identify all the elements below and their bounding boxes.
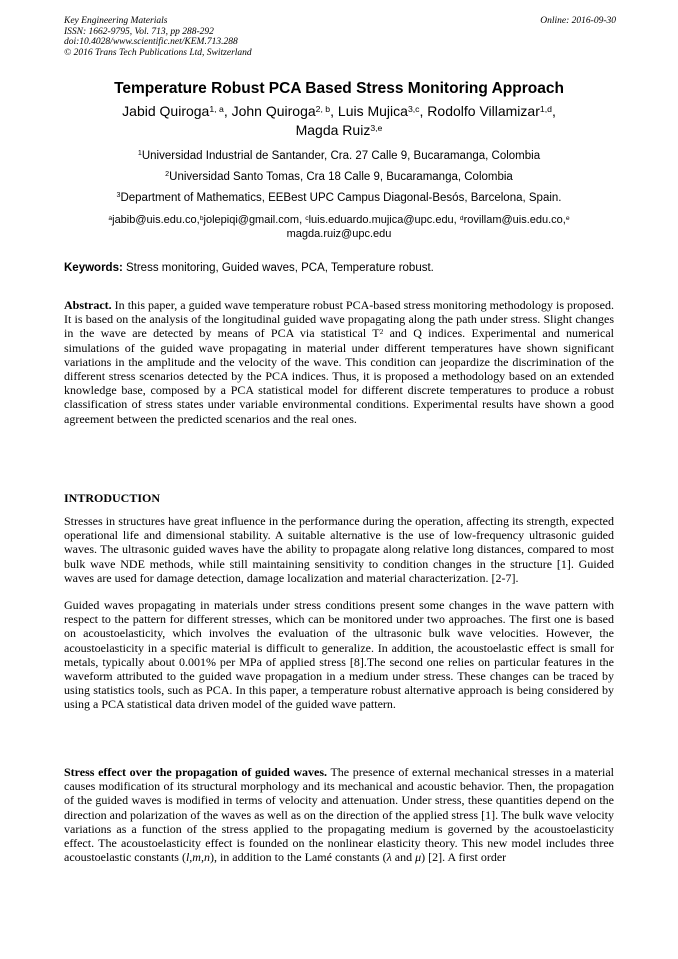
introduction-paragraph xyxy=(64,514,614,585)
paragraph-text: ) [2]. A first order xyxy=(421,850,507,865)
email-sup: d xyxy=(459,214,464,222)
keywords xyxy=(64,262,614,274)
affiliation-sup: 1 xyxy=(137,148,142,157)
affiliation xyxy=(40,171,638,183)
abstract xyxy=(64,298,614,426)
abstract-text: In this paper, a guided wave temperature robust PCA-based stress monitoring methodology is proposed. It is based on the analysis of the longitudinal guided wave propagating along the path under stress. Slight changes in the wave are detected by means of PCA via statistical T xyxy=(64,298,614,341)
paragraph-text: Guided waves propagating in materials under stress conditions present some changes in the wave pattern with respect to the pattern for different stresses, which can be monitored under two approaches. The first one is based on acoustoelasticity, which involves the evaluation of the ultrasonic bulk wave velocities. However, the acoustoelasticity in a specific material is difficult to generalize. In addition, the acoustoelastic effect is small for metals, typically about 0.001% per MPa of applied stress [8].The second one relies on particular features in the waveform attributed to the guided wave propagation in a medium under stress. These changes can be traced by using statistics tools, such as PCA. In this paper, a temperature robust alternative approach is being considered by using a PCA statistical data driven model of the guided wave pattern. xyxy=(64,598,614,712)
author-sep: , xyxy=(551,103,556,119)
lambda-symbol: λ xyxy=(386,850,392,865)
author-list xyxy=(60,102,618,140)
constants-symbols: l,m,n xyxy=(185,850,210,865)
email-sup: b xyxy=(199,214,204,222)
email-address: luis.eduardo.mujica@upc.edu, xyxy=(308,214,460,226)
abstract-sup: 2 xyxy=(379,326,384,336)
online-date: Online: 2016-09-30 xyxy=(540,16,616,26)
email-address: jolepiqi@gmail.com, xyxy=(203,214,306,226)
subsection-heading: Stress effect over the propagation of guided waves. xyxy=(64,765,328,779)
affiliation-text: Universidad Santo Tomas, Cra 18 Calle 9, Bucaramanga, Colombia xyxy=(169,171,513,183)
author-name: Magda Ruiz xyxy=(295,122,371,138)
author-name: Rodolfo Villamizar xyxy=(427,103,540,119)
author-sup: 2, b xyxy=(315,104,331,115)
author-sup: 3,c xyxy=(407,104,420,115)
section-heading: INTRODUCTION xyxy=(64,491,161,505)
journal-copyright: © 2016 Trans Tech Publications Ltd, Switzerland xyxy=(64,47,252,58)
email-sup: e xyxy=(565,214,570,222)
affiliation xyxy=(40,192,638,204)
paragraph-text: The presence of external mechanical stresses in a material causes modification of its structural morphology and its mechanical and acoustic behavior. Then, the propagation of the guided waves is modified in terms of velocity and attenuation. Under stress, these quantities depend on the direction and polarization of the waves as well as on the direction of the applied stress [1]. The bulk wave velocity variations as a function of the stress applied to the propagating medium is governed by the acoustoelasticity effect. The acoustoelasticity effect is founded on the nonlinear elasticity theory. This new model includes three acoustoelastic constants ( xyxy=(64,765,614,865)
paper-title: Temperature Robust PCA Based Stress Monitoring Approach xyxy=(114,80,564,97)
abstract-label: Abstract. xyxy=(64,298,112,312)
journal-header xyxy=(64,16,252,58)
abstract-text: and Q indices. Experimental and numerical simulations of the guided wave propagating in material under different temperatures have shown significant variations in the amplitude and the velocity of the wave. This condition can jeopardize the discrimination of the different stress scenarios detected by the PCA indices. Thus, it is proposed a methodology based on an extended knowledge base, composed by a PCA statistical model for different discrete temperatures to produce a robust classification of stress states under variable environmental conditions. Experimental results have shown a good agreement between the predicted scenarios and the real ones. xyxy=(64,326,614,426)
author-sep: , xyxy=(419,103,428,119)
introduction-paragraph xyxy=(64,598,614,712)
keywords-text: Stress monitoring, Guided waves, PCA, Temperature robust. xyxy=(122,262,434,274)
affiliation xyxy=(40,150,638,162)
affiliation-sup: 3 xyxy=(116,190,121,199)
email-sup: c xyxy=(305,214,309,222)
author-sup: 1, a xyxy=(209,104,224,115)
paragraph-text: ), in addition to the Lamé constants ( xyxy=(209,850,387,865)
affiliation-text: Department of Mathematics, EEBest UPC Campus Diagonal-Besós, Barcelona, Spain. xyxy=(120,192,562,204)
author-name: Luis Mujica xyxy=(337,103,408,119)
author-sep: , xyxy=(330,103,338,119)
paragraph-text: and xyxy=(391,850,416,865)
keywords-label: Keywords: xyxy=(64,262,123,274)
journal-issn: ISSN: 1662-9795, Vol. 713, pp 288-292 xyxy=(64,26,214,37)
journal-name: Key Engineering Materials xyxy=(64,16,168,26)
author-sup: 1,d xyxy=(539,104,552,115)
email-sup: a xyxy=(108,214,113,222)
author-sup: 3,e xyxy=(370,123,383,134)
affiliation-text: Universidad Industrial de Santander, Cra. 27 Calle 9, Bucaramanga, Colombia xyxy=(141,150,541,162)
email-address: jabib@uis.edu.co, xyxy=(112,214,200,226)
journal-doi: doi:10.4028/www.scientific.net/KEM.713.288 xyxy=(64,37,238,47)
mu-symbol: μ xyxy=(415,850,422,865)
stress-effect-paragraph xyxy=(64,765,614,864)
email-address: rovillam@uis.edu.co, xyxy=(463,214,566,226)
author-sep: , xyxy=(223,103,232,119)
email-address: magda.ruiz@upc.edu xyxy=(286,228,392,240)
paragraph-text: Stresses in structures have great influence in the performance during the operation, affecting its strength, expected operational life and dimensional stability. A suitable alternative is the use of low-frequency ultrasonic guided waves. The ultrasonic guided waves have the ability to propagate along relative long distances, compared to most bulk wave NDE methods, while still maintaining sensitivity to condition changes in the structure [1]. Guided waves are used for damage detection, damage localization and material characterization. [2-7]. xyxy=(64,514,614,585)
author-name: John Quiroga xyxy=(231,103,316,119)
author-name: Jabid Quiroga xyxy=(122,103,210,119)
affiliation-sup: 2 xyxy=(165,169,170,178)
email-list xyxy=(64,213,614,241)
